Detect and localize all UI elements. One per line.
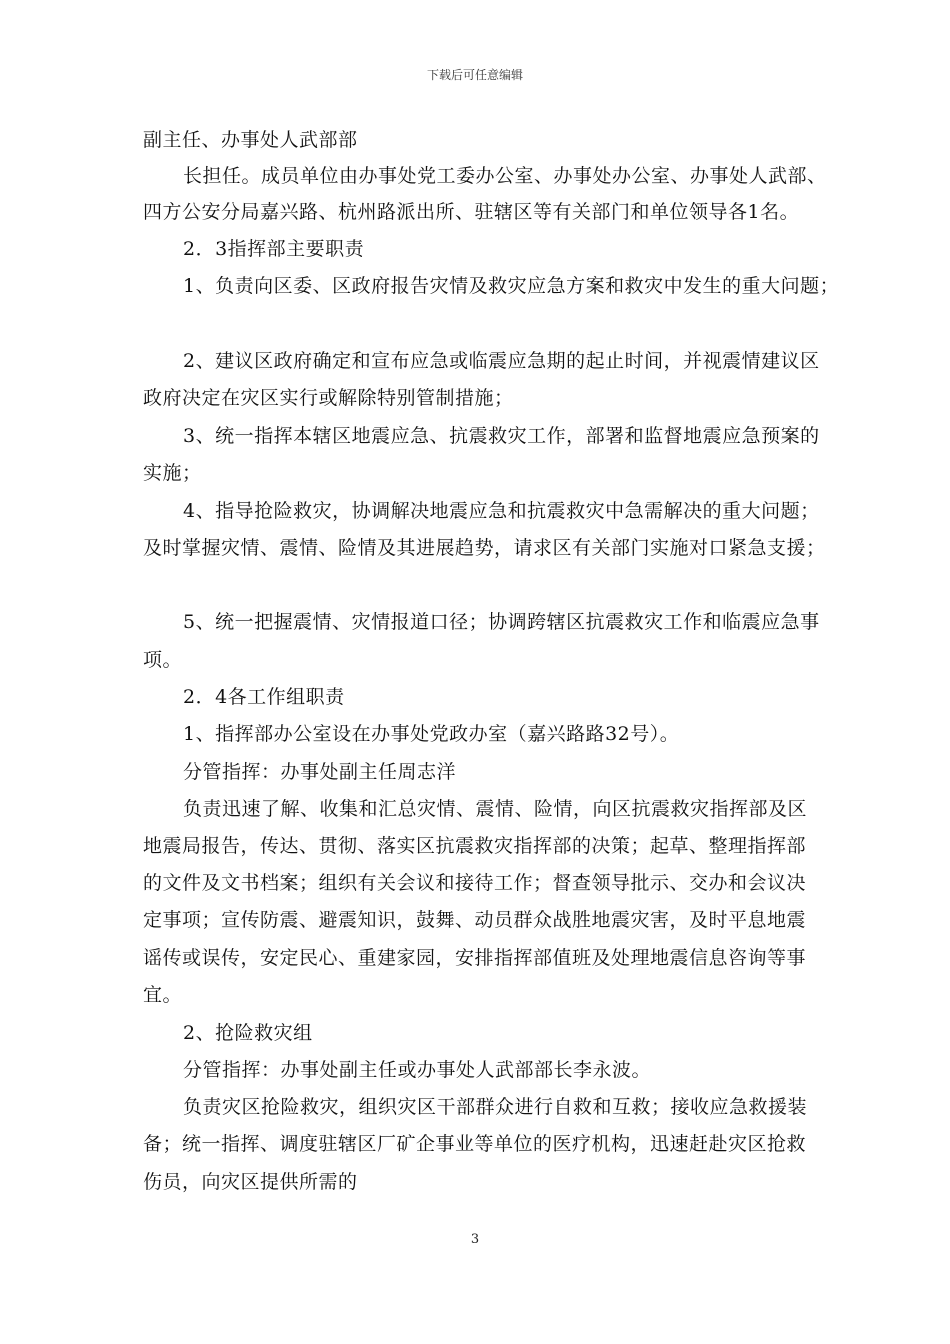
- body-line: 1、指挥部办公室设在办事处党政办室（嘉兴路路32号）。: [183, 723, 680, 745]
- body-line: 地震局报告，传达、贯彻、落实区抗震救灾指挥部的决策；起草、整理指挥部: [143, 835, 807, 857]
- body-line: 的文件及文书档案；组织有关会议和接待工作；督查领导批示、交办和会议决: [143, 872, 807, 894]
- body-line: 四方公安分局嘉兴路、杭州路派出所、驻辖区等有关部门和单位领导各1名。: [143, 201, 800, 223]
- body-line: 负责迅速了解、收集和汇总灾情、震情、险情，向区抗震救灾指挥部及区: [183, 798, 808, 820]
- body-line: 负责灾区抢险救灾，组织灾区干部群众进行自救和互救；接收应急救援装: [183, 1096, 808, 1118]
- body-line: 2、建议区政府确定和宣布应急或临震应急期的起止时间，并视震情建议区: [183, 350, 820, 372]
- page-number: 3: [470, 1232, 480, 1247]
- body-line: 5、统一把握震情、灾情报道口径；协调跨辖区抗震救灾工作和临震应急事: [183, 611, 820, 633]
- body-line: 备；统一指挥、调度驻辖区厂矿企事业等单位的医疗机构，迅速赶赴灾区抢救: [143, 1133, 807, 1155]
- page-header: 下载后可任意编辑: [426, 68, 523, 82]
- section-heading: 2．4各工作组职责: [183, 686, 345, 708]
- body-line: 及时掌握灾情、震情、险情及其进展趋势，请求区有关部门实施对口紧急支援；: [143, 537, 826, 559]
- body-line: 宜。: [143, 984, 183, 1006]
- body-line: 实施；: [143, 462, 202, 484]
- body-line: 分管指挥：办事处副主任或办事处人武部部长李永波。: [183, 1059, 652, 1081]
- body-line: 项。: [143, 649, 183, 671]
- body-line: 谣传或误传，安定民心、重建家园，安排指挥部值班及处理地震信息咨询等事: [143, 947, 807, 969]
- body-line: 3、统一指挥本辖区地震应急、抗震救灾工作，部署和监督地震应急预案的: [183, 425, 820, 447]
- body-line: 4、指导抢险救灾，协调解决地震应急和抗震救灾中急需解决的重大问题；: [183, 500, 820, 522]
- section-heading: 2．3指挥部主要职责: [183, 238, 365, 260]
- body-line: 1、负责向区委、区政府报告灾情及救灾应急方案和救灾中发生的重大问题；: [183, 275, 840, 297]
- body-line: 政府决定在灾区实行或解除特别管制措施；: [143, 387, 514, 409]
- section-heading: 2、抢险救灾组: [183, 1022, 313, 1044]
- body-line: 分管指挥：办事处副主任周志洋: [183, 761, 457, 783]
- body-line: 长担任。成员单位由办事处党工委办公室、办事处办公室、办事处人武部、: [183, 165, 827, 187]
- body-line: 伤员，向灾区提供所需的: [143, 1171, 358, 1193]
- body-line: 副主任、办事处人武部部: [143, 129, 358, 151]
- body-line: 定事项；宣传防震、避震知识，鼓舞、动员群众战胜地震灾害，及时平息地震: [143, 909, 807, 931]
